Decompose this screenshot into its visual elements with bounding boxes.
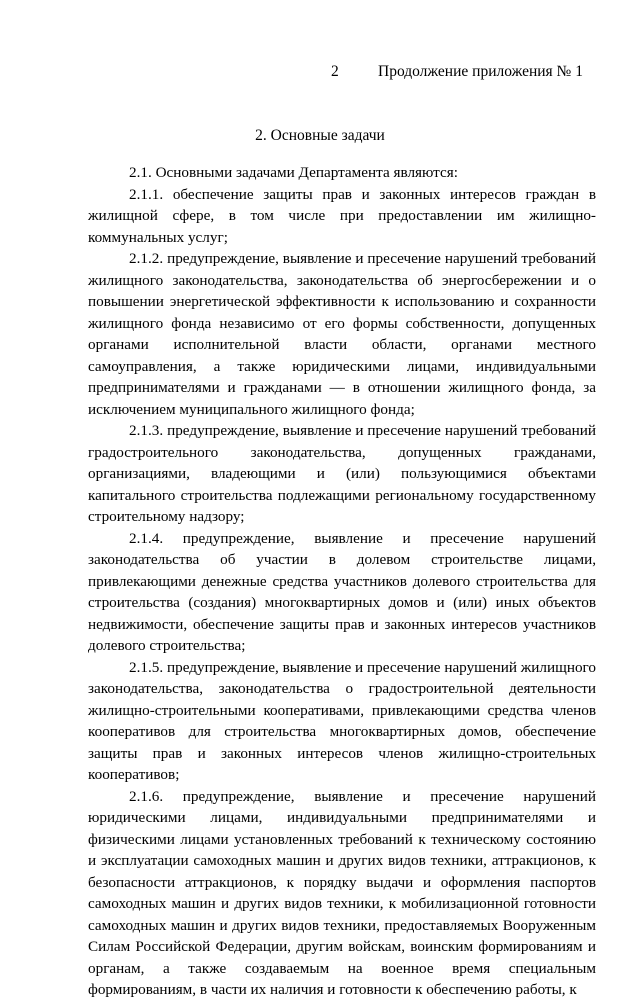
paragraph-2-1: 2.1. Основными задачами Департамента являются: xyxy=(129,164,458,181)
document-body xyxy=(88,162,596,1001)
appendix-continuation-header: Продолжение приложения № 1 xyxy=(378,63,583,80)
paragraph-2-1-4: 2.1.4. предупреждение, выявление и пресечение нарушений законодательства об участии в долевом строительстве лицами, привлекающими денежные средства участников долевого строительства для строительства (создания) многоквартирных домов и (или) иных объектов недвижимости, обеспечение защиты прав и законных интересов участников долевого строительства; xyxy=(88,529,596,654)
paragraph-2-1-3: 2.1.3. предупреждение, выявление и пресечение нарушений требований градостроительного законодательства, допущенных гражданами, организациями, владеющими и (или) пользующимися объектами капитального строительства подлежащими региональному государственному строительному надзору; xyxy=(88,422,596,525)
paragraph-2-1-5: 2.1.5. предупреждение, выявление и пресечение нарушений жилищного законодательства, законодательства о градостроительной деятельности жилищно-строительными кооперативами, привлекающими средства членов кооперативов для строительства многоквартирных домов, обеспечение защиты прав и законных интересов членов жилищно-строительных кооперативов; xyxy=(88,658,596,783)
section-title: 2. Основные задачи xyxy=(255,127,385,144)
paragraph-2-1-6: 2.1.6. предупреждение, выявление и пресечение нарушений юридическими лицами, индивидуальными предпринимателями и физическими лицами установленных требований к техническому состоянию и эксплуатации самоходных машин и других видов техники, аттракционов, к безопасности аттракционов, к порядку выдачи и оформления паспортов самоходных машин и других видов техники, к мобилизационной готовности самоходных машин и других видов техники, предоставляемых Вооруженным Силам Российской Федерации, другим войскам, воинским формированиям и органам, а также создаваемым на военное время специальным формированиям, в части их наличия и готовности к обеспечению работы, к xyxy=(88,787,596,998)
paragraph-2-1-1: 2.1.1. обеспечение защиты прав и законных интересов граждан в жилищной сфере, в том числе при предоставлении им жилищно-коммунальных услуг; xyxy=(88,185,596,246)
paragraph-2-1-2: 2.1.2. предупреждение, выявление и пресечение нарушений требований жилищного законодательства, законодательства об энергосбережении и о повышении энергетической эффективности к использованию и сохранности жилищного фонда независимо от его формы собственности, допущенных органами исполнительной власти области, органами местного самоуправления, а также юридическими лицами, индивидуальными предпринимателями и гражданами — в отношении жилищного фонда, за исключением муниципального жилищного фонда; xyxy=(88,250,596,418)
page-number: 2 xyxy=(331,63,339,80)
